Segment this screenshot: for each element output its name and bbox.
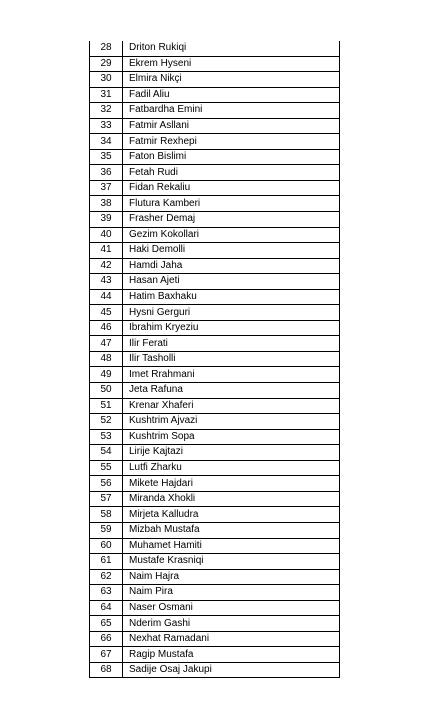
person-name: Mikete Hajdari [123, 476, 340, 492]
person-name: Elmira Nikçi [123, 72, 340, 88]
person-name: Nexhat Ramadani [123, 631, 340, 647]
row-number: 60 [90, 538, 123, 554]
row-number: 55 [90, 460, 123, 476]
table-row [90, 196, 340, 212]
person-name: Fadil Aliu [123, 87, 340, 103]
table-row [90, 445, 340, 461]
table-row [90, 227, 340, 243]
row-number: 38 [90, 196, 123, 212]
table-row [90, 585, 340, 601]
row-number: 66 [90, 631, 123, 647]
row-number: 43 [90, 274, 123, 290]
person-name: Naim Pira [123, 585, 340, 601]
person-name: Ragip Mustafa [123, 647, 340, 663]
row-number: 57 [90, 491, 123, 507]
names-table-body [90, 41, 340, 678]
person-name: Fidan Rekaliu [123, 180, 340, 196]
table-row [90, 429, 340, 445]
person-name: Muhamet Hamiti [123, 538, 340, 554]
person-name: Kushtrim Sopa [123, 429, 340, 445]
person-name: Nderim Gashi [123, 616, 340, 632]
table-row [90, 662, 340, 678]
table-row [90, 212, 340, 228]
row-number: 30 [90, 72, 123, 88]
table-row [90, 507, 340, 523]
row-number: 65 [90, 616, 123, 632]
row-number: 45 [90, 305, 123, 321]
row-number: 48 [90, 351, 123, 367]
row-number: 49 [90, 367, 123, 383]
row-number: 62 [90, 569, 123, 585]
row-number: 63 [90, 585, 123, 601]
row-number: 28 [90, 41, 123, 56]
row-number: 47 [90, 336, 123, 352]
row-number: 59 [90, 522, 123, 538]
person-name: Fatmir Asllani [123, 118, 340, 134]
table-row [90, 351, 340, 367]
names-table [89, 41, 340, 678]
table-row [90, 305, 340, 321]
table-row [90, 274, 340, 290]
table-row [90, 569, 340, 585]
table-row [90, 631, 340, 647]
row-number: 64 [90, 600, 123, 616]
person-name: Mizbah Mustafa [123, 522, 340, 538]
table-row [90, 289, 340, 305]
person-name: Lirije Kajtazi [123, 445, 340, 461]
table-row [90, 554, 340, 570]
person-name: Naim Hajra [123, 569, 340, 585]
person-name: Mirjeta Kalludra [123, 507, 340, 523]
row-number: 68 [90, 662, 123, 678]
person-name: Jeta Rafuna [123, 383, 340, 399]
person-name: Ilir Tasholli [123, 351, 340, 367]
person-name: Lutfi Zharku [123, 460, 340, 476]
person-name: Naser Osmani [123, 600, 340, 616]
person-name: Hysni Gerguri [123, 305, 340, 321]
table-row [90, 149, 340, 165]
person-name: Driton Rukiqi [123, 41, 340, 56]
row-number: 31 [90, 87, 123, 103]
row-number: 52 [90, 414, 123, 430]
row-number: 61 [90, 554, 123, 570]
table-row [90, 600, 340, 616]
row-number: 34 [90, 134, 123, 150]
table-row [90, 647, 340, 663]
person-name: Frasher Demaj [123, 212, 340, 228]
person-name: Haki Demolli [123, 243, 340, 259]
person-name: Ibrahim Kryeziu [123, 320, 340, 336]
person-name: Fetah Rudi [123, 165, 340, 181]
table-row [90, 398, 340, 414]
person-name: Krenar Xhaferi [123, 398, 340, 414]
row-number: 56 [90, 476, 123, 492]
table-row [90, 258, 340, 274]
row-number: 58 [90, 507, 123, 523]
row-number: 54 [90, 445, 123, 461]
row-number: 39 [90, 212, 123, 228]
table-row [90, 103, 340, 119]
row-number: 51 [90, 398, 123, 414]
table-row [90, 522, 340, 538]
person-name: Fatbardha Emini [123, 103, 340, 119]
table-row [90, 491, 340, 507]
row-number: 44 [90, 289, 123, 305]
row-number: 41 [90, 243, 123, 259]
row-number: 53 [90, 429, 123, 445]
table-row [90, 538, 340, 554]
table-row [90, 383, 340, 399]
table-row [90, 165, 340, 181]
person-name: Kushtrim Ajvazi [123, 414, 340, 430]
person-name: Flutura Kamberi [123, 196, 340, 212]
table-row [90, 616, 340, 632]
table-row [90, 72, 340, 88]
row-number: 40 [90, 227, 123, 243]
person-name: Hatim Baxhaku [123, 289, 340, 305]
table-row [90, 56, 340, 72]
table-row [90, 134, 340, 150]
table-row [90, 336, 340, 352]
row-number: 67 [90, 647, 123, 663]
table-row [90, 460, 340, 476]
person-name: Sadije Osaj Jakupi [123, 662, 340, 678]
table-row [90, 320, 340, 336]
person-name: Hasan Ajeti [123, 274, 340, 290]
row-number: 35 [90, 149, 123, 165]
row-number: 37 [90, 180, 123, 196]
person-name: Miranda Xhokli [123, 491, 340, 507]
row-number: 46 [90, 320, 123, 336]
table-row [90, 118, 340, 134]
row-number: 50 [90, 383, 123, 399]
person-name: Mustafe Krasniqi [123, 554, 340, 570]
table-row [90, 414, 340, 430]
table-row [90, 180, 340, 196]
person-name: Faton Bislimi [123, 149, 340, 165]
person-name: Gezim Kokollari [123, 227, 340, 243]
table-row [90, 367, 340, 383]
person-name: Hamdi Jaha [123, 258, 340, 274]
person-name: Fatmir Rexhepi [123, 134, 340, 150]
row-number: 36 [90, 165, 123, 181]
table-row [90, 243, 340, 259]
row-number: 29 [90, 56, 123, 72]
table-row [90, 41, 340, 56]
table-row [90, 87, 340, 103]
table-row [90, 476, 340, 492]
row-number: 33 [90, 118, 123, 134]
person-name: Imet Rrahmani [123, 367, 340, 383]
person-name: Ilir Ferati [123, 336, 340, 352]
person-name: Ekrem Hyseni [123, 56, 340, 72]
row-number: 32 [90, 103, 123, 119]
row-number: 42 [90, 258, 123, 274]
